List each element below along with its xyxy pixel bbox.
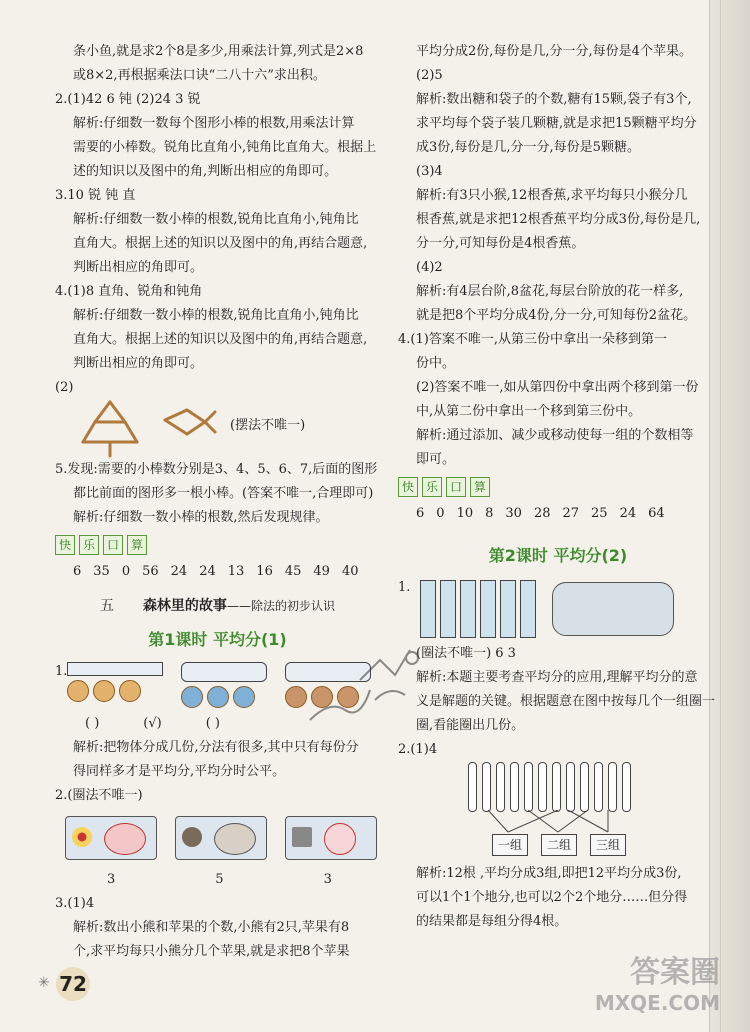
stick-icon xyxy=(482,762,491,812)
right-column xyxy=(398,40,718,934)
q1-number-right: 1. xyxy=(398,580,411,595)
text-line: 解析:通过添加、减少或移动使每一组的个数相等 xyxy=(416,428,694,443)
worm-group xyxy=(181,662,267,708)
text-line: (3)4 xyxy=(416,164,443,179)
left-text-block-3 xyxy=(55,736,380,808)
text-line: 直角大。根据上述的知识以及图中的角,再结合题意, xyxy=(73,332,368,347)
group-label-1: 一组 xyxy=(492,834,528,856)
text-line: 2.(1)4 xyxy=(398,742,438,757)
stick-icon xyxy=(524,762,533,812)
text-line: 成3份,每份是几,分一分,每份是5颗糖。 xyxy=(416,140,640,155)
text-line: 解析:仔细数一数每个图形小棒的根数,用乘法计算 xyxy=(73,116,355,131)
left-text-block-1 xyxy=(55,40,380,376)
watermark-logo-text: 答案圈 xyxy=(630,955,720,990)
bird-icon xyxy=(207,686,229,708)
left-column xyxy=(55,40,380,964)
fish-bowl-group xyxy=(67,662,163,708)
mental-math-answer: 49 xyxy=(313,564,330,579)
mental-math-answer: 35 xyxy=(93,564,110,579)
bird-icon xyxy=(233,686,255,708)
mental-math-answer: 25 xyxy=(591,506,608,521)
mental-math-answer: 40 xyxy=(341,564,359,579)
tree-and-fish-stick-figure xyxy=(55,400,375,458)
mark-1: ( ) xyxy=(85,716,100,731)
text-line: 3.10 锐 钝 直 xyxy=(55,188,136,203)
mental-math-answer: 56 xyxy=(142,564,159,579)
stick-grouping-figure xyxy=(468,762,718,862)
mental-math-answer: 27 xyxy=(562,506,580,521)
mental-math-answers-left xyxy=(55,560,380,584)
text-line: (4)2 xyxy=(416,260,443,275)
lesson-title-2: 第2课时 平均分(2) xyxy=(488,546,628,565)
mental-math-answer: 6 xyxy=(73,564,82,579)
mental-math-answer: 24 xyxy=(170,564,188,579)
group-label-2: 二组 xyxy=(541,834,577,856)
mark-2: (√) xyxy=(143,716,162,731)
text-line: (2)答案不唯一,如从第四份中拿出两个移到第一份 xyxy=(416,380,699,395)
text-line: 3.(1)4 xyxy=(55,896,95,911)
text-line: 解析:12根 ,平均分成3组,即把12平均分成3份, xyxy=(416,866,682,881)
stick-icon xyxy=(580,762,589,812)
kuaile-kousuan-badge-left xyxy=(55,534,380,556)
text-line: 解析:仔细数一数小棒的根数,锐角比直角小,钝角比 xyxy=(73,308,359,323)
cat-icon xyxy=(67,680,89,702)
right-text-block-1 xyxy=(398,40,718,472)
q4-part2-label: (2) xyxy=(55,380,74,395)
kuaile-kousuan-badge-right xyxy=(398,476,718,498)
text-line: 圈,看能圈出几份。 xyxy=(416,718,525,733)
stick-icon xyxy=(496,762,505,812)
mental-math-answer: 8 xyxy=(485,506,494,521)
badge-char: 口 xyxy=(446,477,466,497)
mental-math-answer: 0 xyxy=(121,564,131,579)
text-line: 平均分成2份,每份是几,分一分,每份是4个苹果。 xyxy=(416,44,692,59)
badge-char: 算 xyxy=(470,477,490,497)
mental-math-answer: 24 xyxy=(619,506,637,521)
unit-number: 五 xyxy=(100,598,115,614)
text-line: 条小鱼,就是求2个8是多少,用乘法计算,列式是2×8 xyxy=(73,44,364,59)
text-line: (2)5 xyxy=(416,68,443,83)
stick-icon xyxy=(608,762,617,812)
q2-answer-1: 3 xyxy=(107,872,116,887)
text-line: 的结果都是每组分得4根。 xyxy=(416,914,568,929)
circle-frame-1 xyxy=(65,816,157,860)
circle-note: (圈法不唯一) 6 3 xyxy=(416,646,516,661)
text-line: 5.发现:需要的小棒数分别是3、4、5、6、7,后面的图形 xyxy=(55,462,378,477)
mental-math-answer: 6 xyxy=(416,506,425,521)
badge-char: 算 xyxy=(127,535,147,555)
mental-math-answer: 16 xyxy=(256,564,273,579)
text-line: 判断出相应的角即可。 xyxy=(73,260,204,275)
right-text-block-3 xyxy=(398,862,718,934)
stick-icon xyxy=(510,762,519,812)
handwritten-scribble xyxy=(300,640,430,730)
badge-char: 快 xyxy=(55,535,75,555)
cat-icon xyxy=(93,680,115,702)
text-line: 个,求平均每只小熊分几个苹果,就是求把8个苹果 xyxy=(73,944,350,959)
text-line: 判断出相应的角即可。 xyxy=(73,356,204,371)
text-line: 2.(圈法不唯一) xyxy=(55,788,143,803)
text-line: 解析:有4层台阶,8盆花,每层台阶放的花一样多, xyxy=(416,284,684,299)
text-line: 解析:仔细数一数小棒的根数,锐角比直角小,钝角比 xyxy=(73,212,359,227)
mental-math-answer: 64 xyxy=(648,506,665,521)
text-line: 都比前面的图形多一根小棒。(答案不唯一,合理即可) xyxy=(73,486,374,501)
text-line: 分一分,可知每份是4根香蕉。 xyxy=(416,236,585,251)
q2-answers xyxy=(55,868,380,892)
text-line: 直角大。根据上述的知识以及图中的角,再结合题意, xyxy=(73,236,368,251)
stick-icon xyxy=(468,762,477,812)
q2-answer-2: 5 xyxy=(215,872,224,887)
text-line: 2.(1)42 6 钝 (2)24 3 锐 xyxy=(55,92,201,107)
mental-math-answer: 24 xyxy=(199,564,216,579)
text-line: 述的知识以及图中的角,判断出相应的角即可。 xyxy=(73,164,338,179)
text-line: 解析:数出糖和袋子的个数,糖有15颗,袋子有3个, xyxy=(416,92,692,107)
group-label-3: 三组 xyxy=(590,834,626,856)
stick-figures xyxy=(55,400,380,458)
stick-icon xyxy=(594,762,603,812)
text-line: 解析:本题主要考查平均分的应用,理解平均分的意 xyxy=(416,670,698,685)
text-line: 就是把8个平均分成4份,分一分,可知每份2盆花。 xyxy=(416,308,697,323)
mental-math-answer: 45 xyxy=(284,564,302,579)
text-line: 需要的小棒数。锐角比直角小,钝角比直角大。根据上 xyxy=(73,140,377,155)
bird-icon xyxy=(181,686,203,708)
mental-math-answer: 28 xyxy=(533,506,551,521)
mental-math-answer: 30 xyxy=(505,506,522,521)
right-text-block-2 xyxy=(398,666,718,762)
lesson-title-1: 第1课时 平均分(1) xyxy=(148,630,287,649)
text-line: 解析:仔细数一数小棒的根数,然后发现规律。 xyxy=(73,510,329,525)
mental-math-answer: 13 xyxy=(227,564,245,579)
text-line: 义是解题的关键。根据题意在图中按每几个一组圈一 xyxy=(416,694,716,709)
mark-3: ( ) xyxy=(205,716,220,731)
text-line: 4.(1)8 直角、锐角和钝角 xyxy=(55,284,203,299)
left-text-block-4 xyxy=(55,892,380,964)
circle-frame-3 xyxy=(285,816,377,860)
text-line: 解析:有3只小猴,12根香蕉,求平均每只小猴分几 xyxy=(416,188,688,203)
star-icon: ✳ xyxy=(38,975,50,991)
watermark-url: MXQE.COM xyxy=(594,991,720,1015)
badge-char: 快 xyxy=(398,477,418,497)
badge-char: 乐 xyxy=(422,477,442,497)
arrange-note: (摆法不唯一) xyxy=(230,418,306,433)
site-watermark xyxy=(580,955,720,1025)
text-line: 求平均每个袋子装几颗糖,就是求把15颗糖平均分 xyxy=(416,116,697,131)
unit-title: 森林里的故事 xyxy=(142,598,227,614)
badge-char: 口 xyxy=(103,535,123,555)
text-line: 中,从第二份中拿出一个移到第三份中。 xyxy=(416,404,642,419)
q2-figure xyxy=(55,808,380,868)
mental-math-answer: 10 xyxy=(456,506,474,521)
stick-icon xyxy=(552,762,561,812)
badge-char: 乐 xyxy=(79,535,99,555)
left-text-block-2 xyxy=(55,458,380,530)
mental-math-answers-right xyxy=(398,502,718,526)
stick-icon xyxy=(538,762,547,812)
q1-number: 1. xyxy=(55,664,68,679)
stick-icon xyxy=(566,762,575,812)
unit-subtitle: ——除法的初步认识 xyxy=(226,599,335,613)
cat-icon xyxy=(119,680,141,702)
q2-answer-3: 3 xyxy=(323,872,332,887)
text-line: 根香蕉,就是求把12根香蕉平均分成3份,每份是几, xyxy=(416,212,701,227)
text-line: 得同样多才是平均分,平均分时公平。 xyxy=(73,764,286,779)
text-line: 解析:数出小熊和苹果的个数,小熊有2只,苹果有8 xyxy=(73,920,350,935)
text-line: 或8×2,再根据乘法口诀“二八十六”求出积。 xyxy=(73,68,326,83)
page-number: 72 xyxy=(56,967,90,1001)
circle-frame-2 xyxy=(175,816,267,860)
mental-math-answer: 0 xyxy=(436,506,445,521)
text-line: 可以1个1个地分,也可以2个2个地分……但分得 xyxy=(416,890,688,905)
unit-heading xyxy=(55,594,380,618)
text-line: 份中。 xyxy=(416,356,456,371)
text-line: 即可。 xyxy=(416,452,456,467)
text-line: 解析:把物体分成几份,分法有很多,其中只有每份分 xyxy=(73,740,359,755)
stick-icon xyxy=(622,762,631,812)
text-line: 4.(1)答案不唯一,从第三份中拿出一朵移到第一 xyxy=(398,332,667,347)
